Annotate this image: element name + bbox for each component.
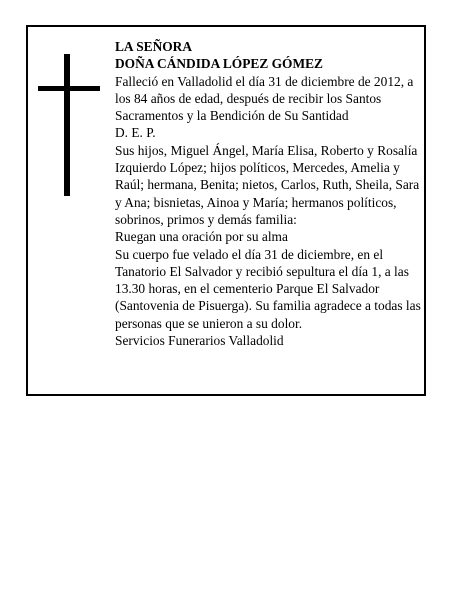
funeral-home: Servicios Funerarios Valladolid (115, 333, 284, 349)
deceased-name: DOÑA CÁNDIDA LÓPEZ GÓMEZ (115, 56, 323, 72)
funeral-details: Su cuerpo fue velado el día 31 de diciembre, en el Tanatorio El Salvador y recibió sepultura el día 1, a las 13.30 horas, en el cementerio Parque El Salvador (Santovenia de Pisuerga). Su familia agradece a todas las personas que se unieron a su dolor. (115, 246, 421, 331)
obituary-text-block (115, 38, 423, 349)
death-announcement: Falleció en Valladolid el día 31 de diciembre de 2012, a los 84 años de edad, después de recibir los Santos Sacramentos y la Bendición de Su Santidad (115, 73, 414, 124)
title-line-1: LA SEÑORA (115, 39, 193, 54)
cross-vertical-bar (64, 54, 70, 196)
dep-line: D. E. P. (115, 125, 156, 141)
prayer-request: Ruegan una oración por su alma (115, 229, 288, 245)
cross-icon (38, 54, 100, 196)
family-list: Sus hijos, Miguel Ángel, María Elisa, Roberto y Rosalía Izquierdo López; hijos políticos, Mercedes, Amelia y Raúl; hermana, Benita; nietos, Carlos, Ruth, Sheila, Sara y Ana; bisnietas, Ainoa y María; hermanos políticos, sobrinos, primos y demás familia: (115, 142, 420, 227)
cross-horizontal-bar (38, 86, 100, 91)
